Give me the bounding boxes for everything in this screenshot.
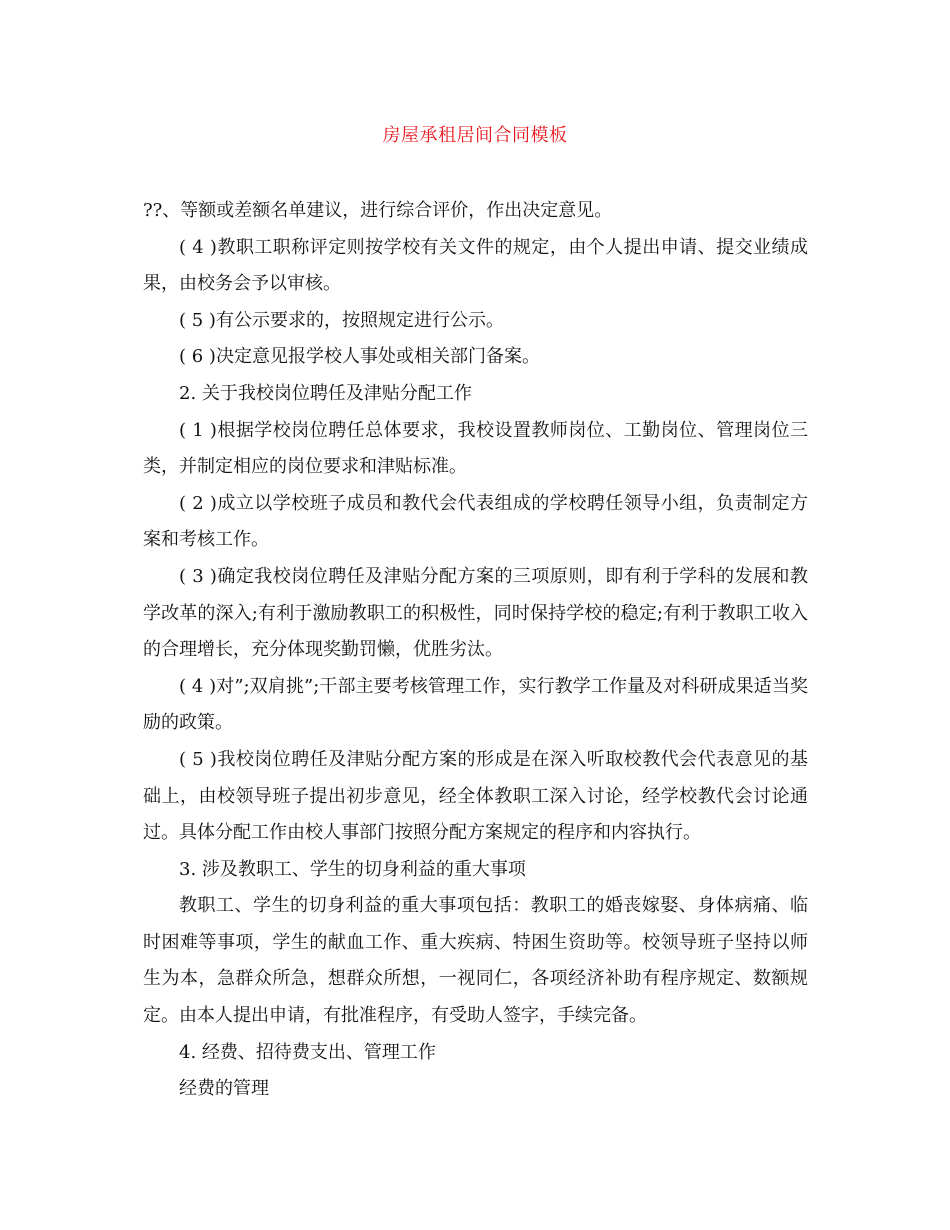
body-paragraph: ( 5 )有公示要求的，按照规定进行公示。 bbox=[179, 309, 504, 331]
document-body bbox=[143, 193, 808, 1108]
body-paragraph: 经费的管理 bbox=[179, 1078, 269, 1100]
body-paragraph: ( 2 )成立以学校班子成员和教代会代表组成的学校聘任领导小组，负责制定方案和考核工作。 bbox=[143, 492, 808, 551]
body-paragraph: 4. 经费、招待费支出、管理工作 bbox=[179, 1041, 436, 1063]
body-paragraph: 3. 涉及教职工、学生的切身利益的重大事项 bbox=[179, 858, 526, 880]
body-paragraph: ( 3 )确定我校岗位聘任及津贴分配方案的三项原则，即有利于学科的发展和教学改革的深入;有利于激励教职工的积极性，同时保持学校的稳定;有利于教职工收入的合理增长，充分体现奖勤罚懒，优胜劣汰。 bbox=[143, 565, 808, 661]
body-paragraph: ( 5 )我校岗位聘任及津贴分配方案的形成是在深入听取校教代会代表意见的基础上，由校领导班子提出初步意见，经全体教职工深入讨论，经学校教代会讨论通过。具体分配工作由校人事部门按照分配方案规定的程序和内容执行。 bbox=[143, 748, 808, 844]
body-paragraph: ( 4 )教职工职称评定则按学校有关文件的规定，由个人提出申请、提交业绩成果，由校务会予以审核。 bbox=[143, 236, 808, 295]
body-paragraph: ??、等额或差额名单建议，进行综合评价，作出决定意见。 bbox=[143, 200, 613, 221]
body-paragraph: ( 4 )对”;双肩挑”;干部主要考核管理工作，实行教学工作量及对科研成果适当奖励的政策。 bbox=[143, 675, 808, 734]
body-paragraph: ( 6 )决定意见报学校人事处或相关部门备案。 bbox=[179, 346, 540, 368]
body-paragraph: 教职工、学生的切身利益的重大事项包括：教职工的婚丧嫁娶、身体病痛、临时困难等事项，学生的献血工作、重大疾病、特困生资助等。校领导班子坚持以师生为本，急群众所急，想群众所想，一视同仁，各项经济补助有程序规定、数额规定。由本人提出申请，有批准程序，有受助人签字，手续完备。 bbox=[143, 895, 808, 1027]
document-title: 房屋承租居间合同模板 bbox=[382, 125, 568, 146]
body-paragraph: 2. 关于我校岗位聘任及津贴分配工作 bbox=[179, 382, 472, 404]
body-paragraph: ( 1 )根据学校岗位聘任总体要求，我校设置教师岗位、工勤岗位、管理岗位三类，并制定相应的岗位要求和津贴标准。 bbox=[143, 419, 808, 478]
